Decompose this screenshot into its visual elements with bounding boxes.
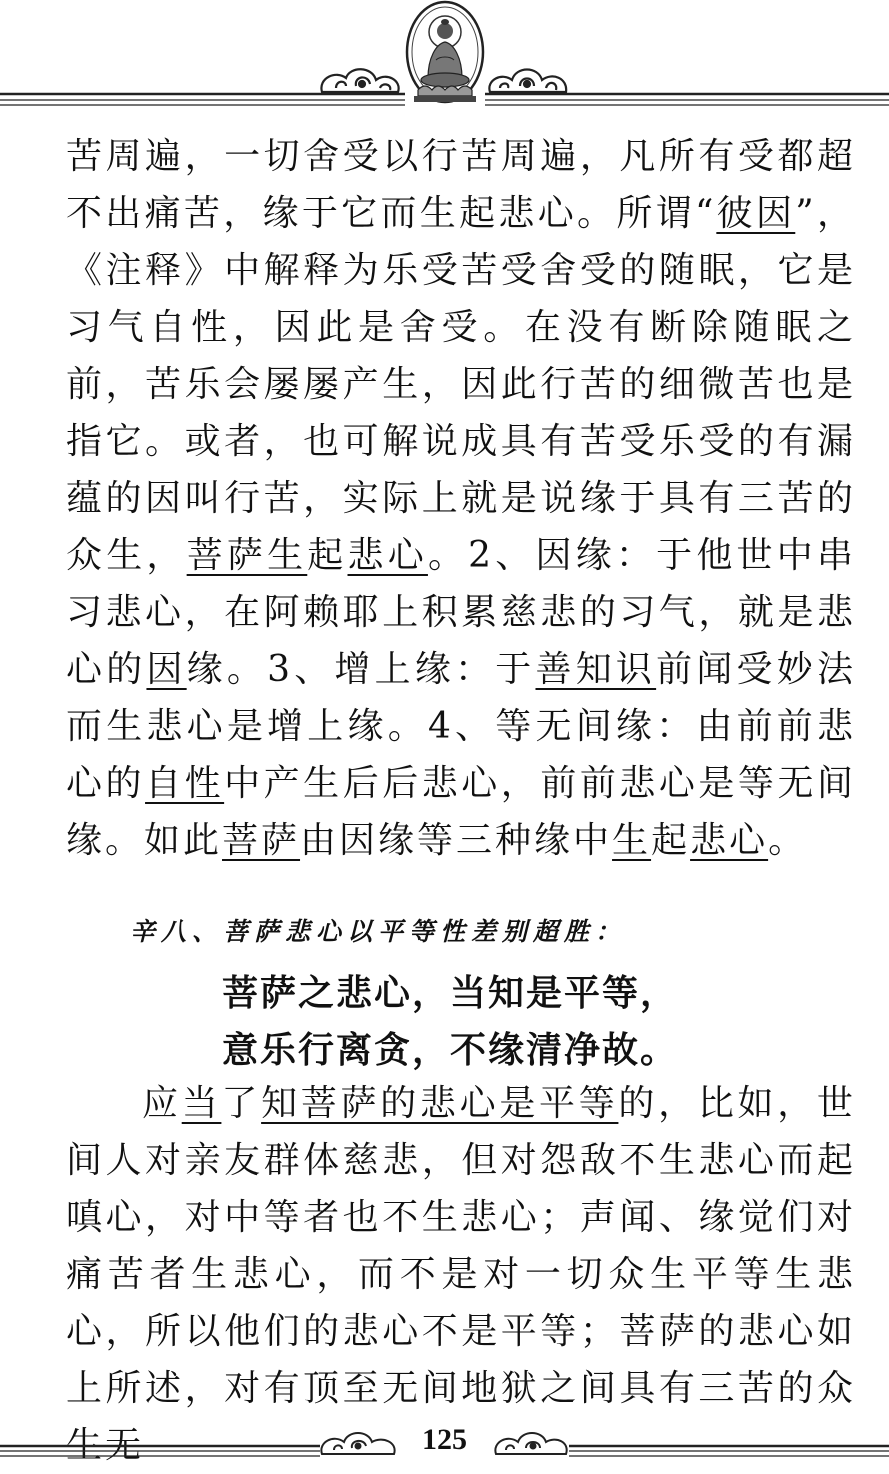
text-run: ”，《注释》中解释为乐受苦受舍受的随眠，它是习气自性，因此是舍受。在没有断除随眠之前，苦乐会屡屡产生，因此行苦的细微苦也是指它。或者，也可解说成具有苦受乐受的有漏蕴的因叫行苦，实际上就是说缘于具有三苦的众生，: [66, 193, 856, 576]
text-run: 由因缘等三种缘中: [300, 820, 613, 861]
text-run: 中产生后后悲心，前前悲心是等无间缘。如此: [66, 763, 856, 861]
section-heading: 辛八、菩萨悲心以平等性差别超胜：: [130, 917, 627, 946]
text-run: 起: [307, 535, 348, 576]
underlined-term: 善知识: [535, 649, 657, 690]
underlined-term: 彼因: [716, 193, 796, 234]
underlined-term: 自性: [145, 763, 225, 804]
text-run: 苦周遍，一切舍受以行苦周遍，凡所有受都超不出痛苦，缘于它而生起悲心。所谓“: [66, 136, 856, 234]
underlined-term: 当: [181, 1083, 222, 1124]
underlined-term: 因: [146, 649, 187, 690]
text-run: 应: [142, 1083, 182, 1124]
verse-line-2: 意乐行离贪，不缘清净故。: [222, 1030, 679, 1071]
text-run: 前闻受妙法而生悲心是增上缘。4、等无间缘：由前前悲心的: [66, 649, 856, 804]
underlined-term: 悲心: [347, 535, 428, 576]
verse-line-1: 菩萨之悲心，当知是平等，: [222, 973, 679, 1014]
cloud-scroll-left-icon: [321, 69, 398, 92]
text-run: 缘。3、增上缘：于: [186, 649, 536, 690]
text-run: 。2、因缘：于他世中串习悲心，在阿赖耶上积累慈悲的习气，就是悲心的: [66, 535, 856, 690]
text-run: 。: [768, 820, 808, 861]
text-run: 起: [651, 820, 691, 861]
buddha-medallion-icon: [407, 2, 483, 102]
header-ornament: [0, 0, 889, 118]
underlined-term: 菩萨生: [186, 535, 308, 576]
underlined-term: 悲心: [690, 820, 769, 861]
page-number: 125: [422, 1423, 467, 1456]
text-run: 的，比如，世间人对亲友群体慈悲，但对怨敌不生悲心而起嗔心，对中等者也不生悲心；声闻、缘觉们对痛苦者生悲心，而不是对一切众生平等生悲心，所以他们的悲心不是平等；菩萨的悲心如上所述，对有顶至无间地狱之间具有三苦的众生无: [66, 1083, 856, 1466]
body-paragraph-2: [66, 1075, 856, 1474]
body-paragraph-1: [66, 128, 856, 869]
text-run: 了: [221, 1083, 262, 1124]
cloud-scroll-right-icon: [489, 70, 566, 93]
underlined-term: 知菩萨的悲心是平等: [261, 1083, 619, 1124]
underlined-term: 菩萨: [222, 820, 301, 861]
underlined-term: 生: [612, 820, 652, 861]
